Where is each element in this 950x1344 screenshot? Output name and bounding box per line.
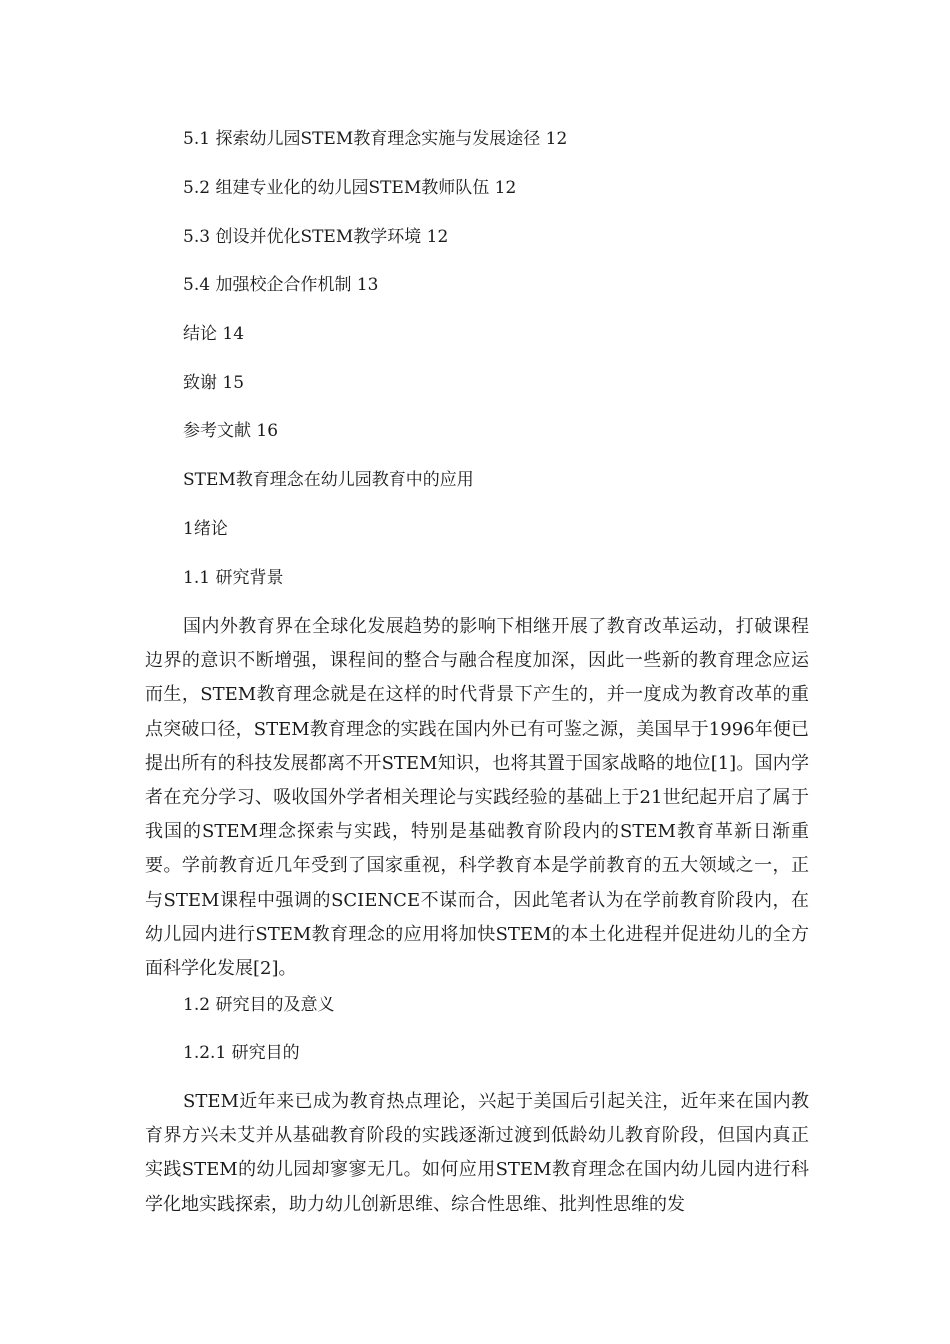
toc-item-acknowledgement: 致谢 15: [183, 373, 245, 393]
section-heading-1-2: 1.2 研究目的及意义: [183, 995, 335, 1015]
paragraph-research-purpose: STEM近年来已成为教育热点理论，兴起于美国后引起关注，近年来在国内教育界方兴未艾并从基础教育阶段的实践逐渐过渡到低龄幼儿教育阶段，但国内真正实践STEM的幼儿园却寥寥无几。如何应用STEM教育理念在国内幼儿园内进行科学化地实践探索，助力幼儿创新思维、综合性思维、批判性思维的发: [145, 1091, 809, 1215]
paragraph-research-background: 国内外教育界在全球化发展趋势的影响下相继开展了教育改革运动，打破课程边界的意识不断增强，课程间的整合与融合程度加深，因此一些新的教育理念应运而生，STEM教育理念就是在这样的时代背景下产生的，并一度成为教育改革的重点突破口径，STEM教育理念的实践在国内外已有可鉴之源，美国早于1996年便已提出所有的科技发展都离不开STEM知识，也将其置于国家战略的地位[1]。国内学者在充分学习、吸收国外学者相关理论与实践经验的基础上于21世纪起开启了属于我国的STEM理念探索与实践，特别是基础教育阶段内的STEM教育革新日渐重要。学前教育近几年受到了国家重视，科学教育本是学前教育的五大领域之一，正与STEM课程中强调的SCIENCE不谋而合，因此笔者认为在学前教育阶段内，在幼儿园内进行STEM教育理念的应用将加快STEM的本土化进程并促进幼儿的全方面科学化发展[2]。: [145, 616, 809, 980]
toc-item-5-2: 5.2 组建专业化的幼儿园STEM教师队伍 12: [183, 178, 517, 198]
toc-item-5-1: 5.1 探索幼儿园STEM教育理念实施与发展途径 12: [183, 129, 568, 149]
toc-item-references: 参考文献 16: [183, 421, 279, 441]
section-heading-1-1: 1.1 研究背景: [183, 568, 284, 588]
document-title: STEM教育理念在幼儿园教育中的应用: [183, 470, 474, 490]
section-heading-1-2-1: 1.2.1 研究目的: [183, 1043, 300, 1063]
toc-item-conclusion: 结论 14: [183, 324, 245, 344]
chapter-heading-1: 1绪论: [183, 519, 228, 539]
toc-item-5-3: 5.3 创设并优化STEM教学环境 12: [183, 227, 449, 247]
toc-item-5-4: 5.4 加强校企合作机制 13: [183, 275, 379, 295]
